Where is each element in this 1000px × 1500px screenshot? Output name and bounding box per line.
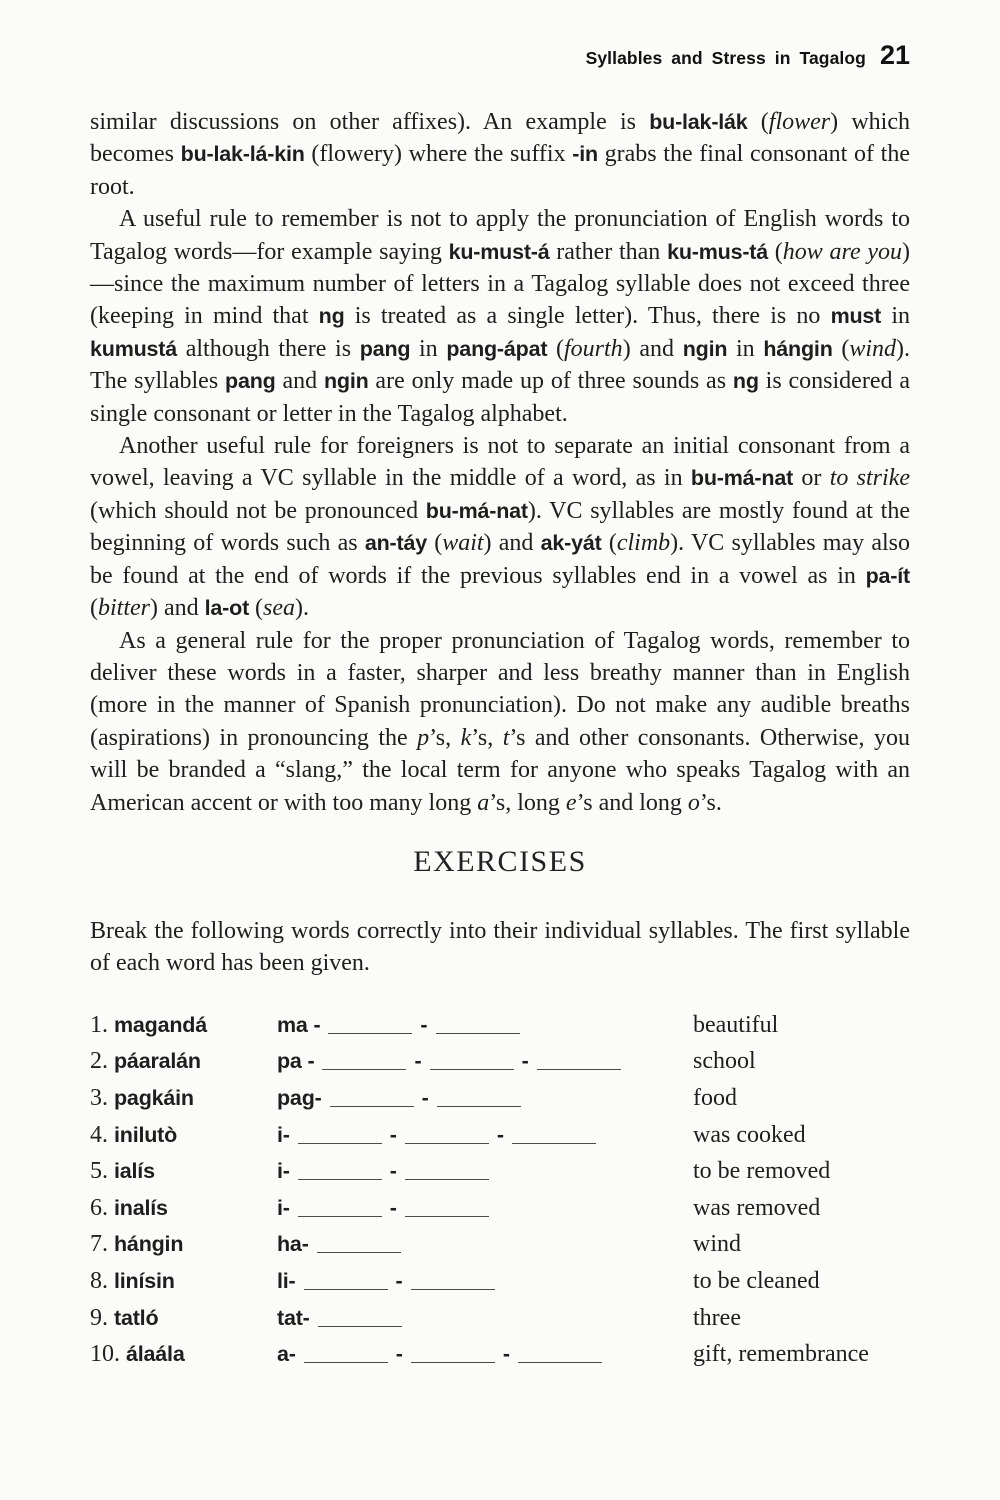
syllable-dash: - xyxy=(414,1049,422,1074)
text-run: ( xyxy=(832,335,850,362)
exercise-word-cell xyxy=(90,1122,277,1149)
exercise-word-cell xyxy=(90,1012,277,1039)
exercise-number: 6. xyxy=(90,1194,108,1221)
tagalog-term: pang xyxy=(225,369,276,394)
tagalog-term: must xyxy=(830,304,882,329)
text-run: ( xyxy=(90,595,98,622)
exercise-word-cell xyxy=(90,1158,277,1185)
exercise-word: álaála xyxy=(126,1342,185,1367)
italic-gloss: e xyxy=(565,789,577,816)
exercise-word: pagkáin xyxy=(114,1085,194,1110)
fill-in-blank xyxy=(411,1285,495,1290)
exercise-row xyxy=(90,1305,910,1342)
syllable-dash: - xyxy=(521,1049,529,1074)
exercises-heading: EXERCISES xyxy=(413,844,587,878)
tagalog-term: ngin xyxy=(682,336,728,361)
italic-gloss: flower xyxy=(768,109,831,135)
exercise-meaning: to be removed xyxy=(693,1158,831,1185)
exercise-row xyxy=(90,1085,910,1122)
exercise-number: 8. xyxy=(90,1267,108,1294)
text-run: ) and xyxy=(622,335,683,362)
exercise-number: 5. xyxy=(90,1158,108,1185)
tagalog-term: bu-lak-lá-kin xyxy=(180,142,305,167)
exercise-meaning: was cooked xyxy=(693,1121,806,1148)
tagalog-term: bu-lak-lák xyxy=(649,110,748,134)
fill-in-blank xyxy=(330,1102,414,1107)
text-run: A useful rule to remember is not to apply the pronunciation of English words to Tagalog words—for example saying xyxy=(90,206,910,265)
exercise-number: 9. xyxy=(90,1304,108,1331)
text-run: ’s and long xyxy=(576,789,688,816)
text-run: rather than xyxy=(549,238,668,265)
tagalog-term: pang xyxy=(359,336,411,361)
text-run: ( xyxy=(426,530,443,557)
text-run: ( xyxy=(547,335,564,362)
exercise-word-cell xyxy=(90,1305,277,1332)
exercise-word-cell xyxy=(90,1048,277,1075)
syllable-dash: - xyxy=(389,1122,397,1147)
fill-in-blank xyxy=(304,1358,388,1363)
tagalog-term: hángin xyxy=(763,336,833,361)
exercise-word: inalís xyxy=(114,1195,168,1220)
fill-in-blank xyxy=(322,1065,406,1070)
text-run: ) and xyxy=(483,530,541,557)
syllable-prefix: i- xyxy=(277,1159,290,1184)
text-run: similar discussions on other affixes). An example is xyxy=(90,109,650,135)
text-run: ’s and other consonants. Otherwise, you will be branded a “slang,” the local term for anyone who speaks Tagalog with an American accent or with too many long xyxy=(90,724,911,816)
text-run: in xyxy=(410,335,447,362)
exercise-meaning: school xyxy=(693,1048,756,1075)
exercise-row xyxy=(90,1048,910,1085)
exercise-row xyxy=(90,1012,910,1049)
syllable-template xyxy=(277,1195,693,1222)
syllable-template xyxy=(277,1305,693,1332)
syllable-template xyxy=(277,1085,693,1112)
fill-in-blank xyxy=(298,1175,382,1180)
paragraph xyxy=(90,203,910,430)
fill-in-blank xyxy=(518,1358,602,1363)
syllable-template xyxy=(277,1012,693,1039)
fill-in-blank xyxy=(405,1175,489,1180)
exercise-number: 1. xyxy=(90,1011,108,1038)
exercise-word: magandá xyxy=(114,1012,207,1037)
tagalog-term: ku-mus-tá xyxy=(667,239,768,264)
fill-in-blank xyxy=(411,1358,495,1363)
italic-gloss: a xyxy=(477,789,490,816)
exercise-word-cell xyxy=(90,1231,277,1258)
exercise-meaning: food xyxy=(693,1084,737,1111)
tagalog-term: ng xyxy=(318,304,345,329)
text-run: ). xyxy=(295,595,310,622)
paragraph xyxy=(90,430,910,624)
text-run: ) and xyxy=(150,595,205,622)
text-run: (flowery) where the suffix xyxy=(304,141,573,168)
syllable-template xyxy=(277,1268,693,1295)
italic-gloss: climb xyxy=(616,530,671,557)
syllable-dash: - xyxy=(496,1122,505,1147)
text-run: (which should not be pronounced xyxy=(90,497,426,524)
tagalog-term: -in xyxy=(572,142,598,167)
syllable-prefix: tat- xyxy=(277,1305,310,1330)
tagalog-term: ku-must-á xyxy=(448,239,550,264)
tagalog-term: bu-má-nat xyxy=(425,498,528,523)
italic-gloss: t xyxy=(502,724,510,751)
text-run: although there is xyxy=(177,335,360,362)
tagalog-term: pang-ápat xyxy=(446,336,548,361)
syllable-prefix: i- xyxy=(277,1122,290,1147)
tagalog-term: an-táy xyxy=(364,531,427,556)
text-run: ). VC syllables may also be found at the end of words if the previous syllables end in a vowel as in xyxy=(90,530,910,589)
fill-in-blank xyxy=(298,1139,382,1144)
text-run: grabs the final consonant of the root. xyxy=(90,141,910,200)
tagalog-term: ngin xyxy=(323,369,369,394)
exercise-word-cell xyxy=(90,1341,277,1368)
italic-gloss: how are you xyxy=(782,238,903,265)
exercises-instructions: Break the following words correctly into their individual syllables. The first syllable of each word has been given. xyxy=(90,917,910,977)
italic-gloss: sea xyxy=(263,595,296,622)
fill-in-blank xyxy=(512,1139,596,1144)
text-run: are only made up of three sounds as xyxy=(368,368,733,395)
running-head-title: Syllables and Stress in Tagalog xyxy=(585,48,866,68)
syllable-template xyxy=(277,1122,693,1149)
exercise-meaning: gift, remembrance xyxy=(693,1341,869,1368)
text-run: ( xyxy=(601,530,617,557)
tagalog-term: la-ot xyxy=(204,596,250,621)
exercise-row xyxy=(90,1158,910,1195)
fill-in-blank xyxy=(298,1212,382,1217)
exercise-list xyxy=(90,1012,910,1378)
text-run: in xyxy=(881,303,910,330)
text-run: ’s, xyxy=(429,724,461,751)
exercise-word: inilutò xyxy=(114,1122,178,1147)
text-run: is treated as a single letter). Thus, there is no xyxy=(344,303,831,330)
text-run: or xyxy=(793,465,830,492)
text-run: ’s, xyxy=(471,724,503,751)
exercise-meaning: wind xyxy=(693,1231,741,1258)
syllable-prefix: li- xyxy=(277,1268,296,1293)
syllable-template xyxy=(277,1048,693,1075)
tagalog-term: kumustá xyxy=(90,336,178,361)
syllable-prefix: ma - xyxy=(277,1012,321,1037)
syllable-dash: - xyxy=(421,1085,429,1110)
text-run: ) which becomes xyxy=(90,109,910,168)
syllable-prefix: pa - xyxy=(277,1049,315,1074)
exercise-word: hángin xyxy=(114,1232,184,1257)
text-run: Another useful rule for foreigners is not to separate an initial consonant from a vowel, leaving a VC syllable in the middle of a word, as in xyxy=(90,433,910,492)
exercise-number: 10. xyxy=(90,1341,120,1368)
text-run: ( xyxy=(768,238,783,265)
italic-gloss: k xyxy=(460,724,472,751)
exercise-row xyxy=(90,1122,910,1159)
fill-in-blank xyxy=(318,1322,402,1327)
italic-gloss: p xyxy=(417,724,430,751)
exercise-row xyxy=(90,1231,910,1268)
fill-in-blank xyxy=(317,1248,401,1253)
fill-in-blank xyxy=(436,1029,520,1034)
text-run: )—since the maximum number of letters in a Tagalog syllable does not exceed three (keeping in mind that xyxy=(90,238,911,330)
page-number: 21 xyxy=(879,40,910,70)
text-run: As a general rule for the proper pronunciation of Tagalog words, remember to deliver these words in a faster, sharper and less breathy manner than in English (more in the manner of Spanish pronunciation). Do not make any audible breaths (aspirations) in pronouncing the xyxy=(90,627,910,751)
fill-in-blank xyxy=(430,1065,514,1070)
fill-in-blank xyxy=(304,1285,388,1290)
exercise-word-cell xyxy=(90,1195,277,1222)
exercise-word-cell xyxy=(90,1268,277,1295)
fill-in-blank xyxy=(328,1029,412,1034)
text-run: ( xyxy=(747,109,769,135)
syllable-dash: - xyxy=(420,1012,428,1037)
syllable-template xyxy=(277,1231,693,1258)
exercise-meaning: was removed xyxy=(693,1194,821,1221)
fill-in-blank xyxy=(405,1212,489,1217)
paragraph xyxy=(90,625,910,819)
exercise-word: tatló xyxy=(114,1305,159,1330)
paragraph xyxy=(90,106,910,203)
syllable-prefix: ha- xyxy=(277,1232,309,1257)
exercise-row xyxy=(90,1268,910,1305)
italic-gloss: wait xyxy=(442,530,484,557)
text-run: is considered a single consonant or letter in the Tagalog alphabet. xyxy=(90,368,910,427)
text-run: ’s. xyxy=(699,789,722,816)
syllable-prefix: a- xyxy=(277,1342,296,1367)
syllable-dash: - xyxy=(389,1159,397,1184)
body-text xyxy=(90,106,910,819)
page-header xyxy=(90,40,910,70)
tagalog-term: ng xyxy=(732,369,759,394)
syllable-prefix: pag- xyxy=(277,1085,322,1110)
syllable-prefix: i- xyxy=(277,1195,290,1220)
text-run: ’s, long xyxy=(489,789,566,816)
exercise-word: linísin xyxy=(114,1268,175,1293)
syllable-dash: - xyxy=(395,1268,403,1293)
italic-gloss: o xyxy=(687,789,700,816)
exercise-number: 3. xyxy=(90,1084,108,1111)
tagalog-term: bu-má-nat xyxy=(690,466,794,491)
text-run: ( xyxy=(249,595,264,622)
fill-in-blank xyxy=(405,1139,489,1144)
italic-gloss: to strike xyxy=(829,465,910,492)
syllable-dash: - xyxy=(395,1342,403,1367)
syllable-dash: - xyxy=(502,1342,511,1367)
exercise-meaning: beautiful xyxy=(693,1011,779,1038)
italic-gloss: bitter xyxy=(98,595,150,622)
exercise-number: 4. xyxy=(90,1121,108,1148)
exercise-word: páaralán xyxy=(114,1049,201,1074)
italic-gloss: wind xyxy=(849,335,896,362)
exercise-number: 2. xyxy=(90,1048,108,1075)
syllable-template xyxy=(277,1341,693,1368)
exercise-number: 7. xyxy=(90,1231,108,1258)
syllable-dash: - xyxy=(389,1195,397,1220)
tagalog-term: pa-ít xyxy=(865,563,910,588)
text-run: in xyxy=(727,335,764,362)
exercise-word: ialís xyxy=(114,1159,155,1184)
text-run: ). VC syllables are mostly found at the beginning of words such as xyxy=(90,497,910,557)
tagalog-term: ak-yát xyxy=(540,531,602,556)
exercise-word-cell xyxy=(90,1085,277,1112)
fill-in-blank xyxy=(537,1065,621,1070)
exercise-row xyxy=(90,1195,910,1232)
text-run: and xyxy=(275,368,324,395)
fill-in-blank xyxy=(437,1102,521,1107)
syllable-template xyxy=(277,1158,693,1185)
exercise-meaning: three xyxy=(693,1304,741,1331)
exercise-meaning: to be cleaned xyxy=(693,1267,820,1294)
exercise-row xyxy=(90,1341,910,1378)
text-run: ). The syllables xyxy=(90,335,910,395)
italic-gloss: fourth xyxy=(564,335,623,362)
